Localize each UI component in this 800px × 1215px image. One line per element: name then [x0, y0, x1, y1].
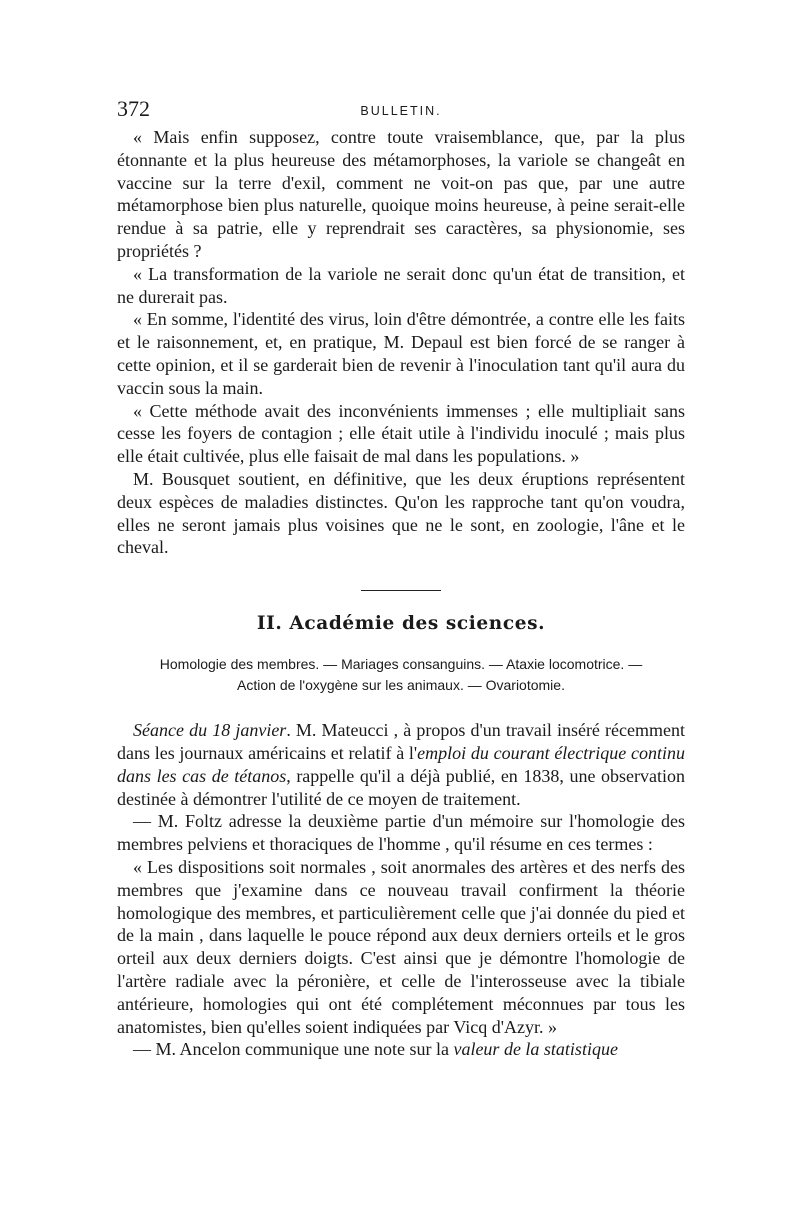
book-page — [117, 96, 685, 1061]
paragraph-seance — [117, 719, 685, 810]
summary-line-1: Homologie des membres. — Mariages consanguins. — Ataxie locomotrice. — — [159, 656, 643, 673]
seance-text-b: , rappelle qu'il a déjà publié, en 1838, une observation destinée à démontrer l'utilité de ce moyen de traitement. — [117, 765, 685, 809]
section-divider — [361, 590, 441, 591]
running-title: BULLETIN. — [360, 104, 442, 118]
section-body — [117, 719, 685, 1061]
paragraph-bousquet: M. Bousquet soutient, en définitive, que les deux éruptions représentent deux espèces de maladies distinctes. Qu'on les rapproche tant qu'on voudra, elles ne seront jamais plus voisines que ne le sont, en zoologie, l'âne et le cheval. — [117, 468, 685, 558]
paragraph-ancelon — [117, 1038, 685, 1061]
paragraph-quote-2: « La transformation de la variole ne serait donc qu'un état de transition, et ne durerait pas. — [117, 263, 685, 307]
ancelon-italic: valeur de la statistique — [453, 1039, 618, 1060]
section-summary — [117, 654, 685, 696]
page-number: 372 — [117, 96, 150, 121]
seance-text-a: . M. Mateucci , à propos d'un travail inséré récemment dans les journaux américains et relatif à l' — [117, 720, 685, 763]
seance-date: Séance du 18 janvier — [133, 720, 287, 741]
ancelon-text: — M. Ancelon communique une note sur la — [133, 1039, 454, 1060]
page-header — [117, 96, 685, 126]
paragraph-foltz: — M. Foltz adresse la deuxième partie d'un mémoire sur l'homologie des membres pelviens et thoraciques de l'homme , qu'il résume en ces termes : — [117, 811, 685, 855]
section-title: II. Académie des sciences. — [256, 613, 546, 635]
paragraph-quote-4: « Cette méthode avait des inconvénients immenses ; elle multipliait sans cesse les foyers de contagion ; elle était utile à l'individu inoculé ; mais plus elle était cultivée, plus elle faisait de mal dans les populations. » — [117, 400, 685, 467]
paragraph-foltz-quote: « Les dispositions soit normales , soit anormales des artères et des nerfs des membres que j'examine dans ce nouveau travail confirment la théorie homologique des membres, et particulièrement celle que j'ai donnée du pied et de la main , dans laquelle le pouce répond aux deux derniers orteils et le gros orteil aux deux derniers doigts. C'est ainsi que je démontre l'homologie de l'artère radiale avec la péronière, et celle de l'interosseuse avec la tibiale antérieure, homologies qui ont été complétement méconnues par tous les anatomistes, bien qu'elles soient indiquées par Vicq d'Azyr. » — [117, 856, 685, 1037]
seance-italic-title: emploi du courant électrique continu dans les cas de tétanos — [117, 742, 685, 786]
paragraph-quote-3: « En somme, l'identité des virus, loin d'être démontrée, a contre elle les faits et le raisonnement, et, en pratique, M. Depaul est bien forcé de se ranger à cette opinion, et il se garderait bien de revenir à l'inoculation tant qu'il aura du vaccin sous la main. — [117, 309, 685, 398]
paragraph-quote-1: « Mais enfin supposez, contre toute vraisemblance, que, par la plus étonnante et la plus heureuse des métamorphoses, la variole se changeât en vaccine sur la terre d'exil, comment ne voit-on pas que, par une autre métamorphose bien plus naturelle, quoique moins heureuse, à peine serait-elle rendue à sa patrie, elle y reprendrait ses caractères, sa physionomie, ses propriétés ? — [117, 127, 685, 261]
summary-line-2: Action de l'oxygène sur les animaux. — Ovariotomie. — [237, 677, 565, 694]
